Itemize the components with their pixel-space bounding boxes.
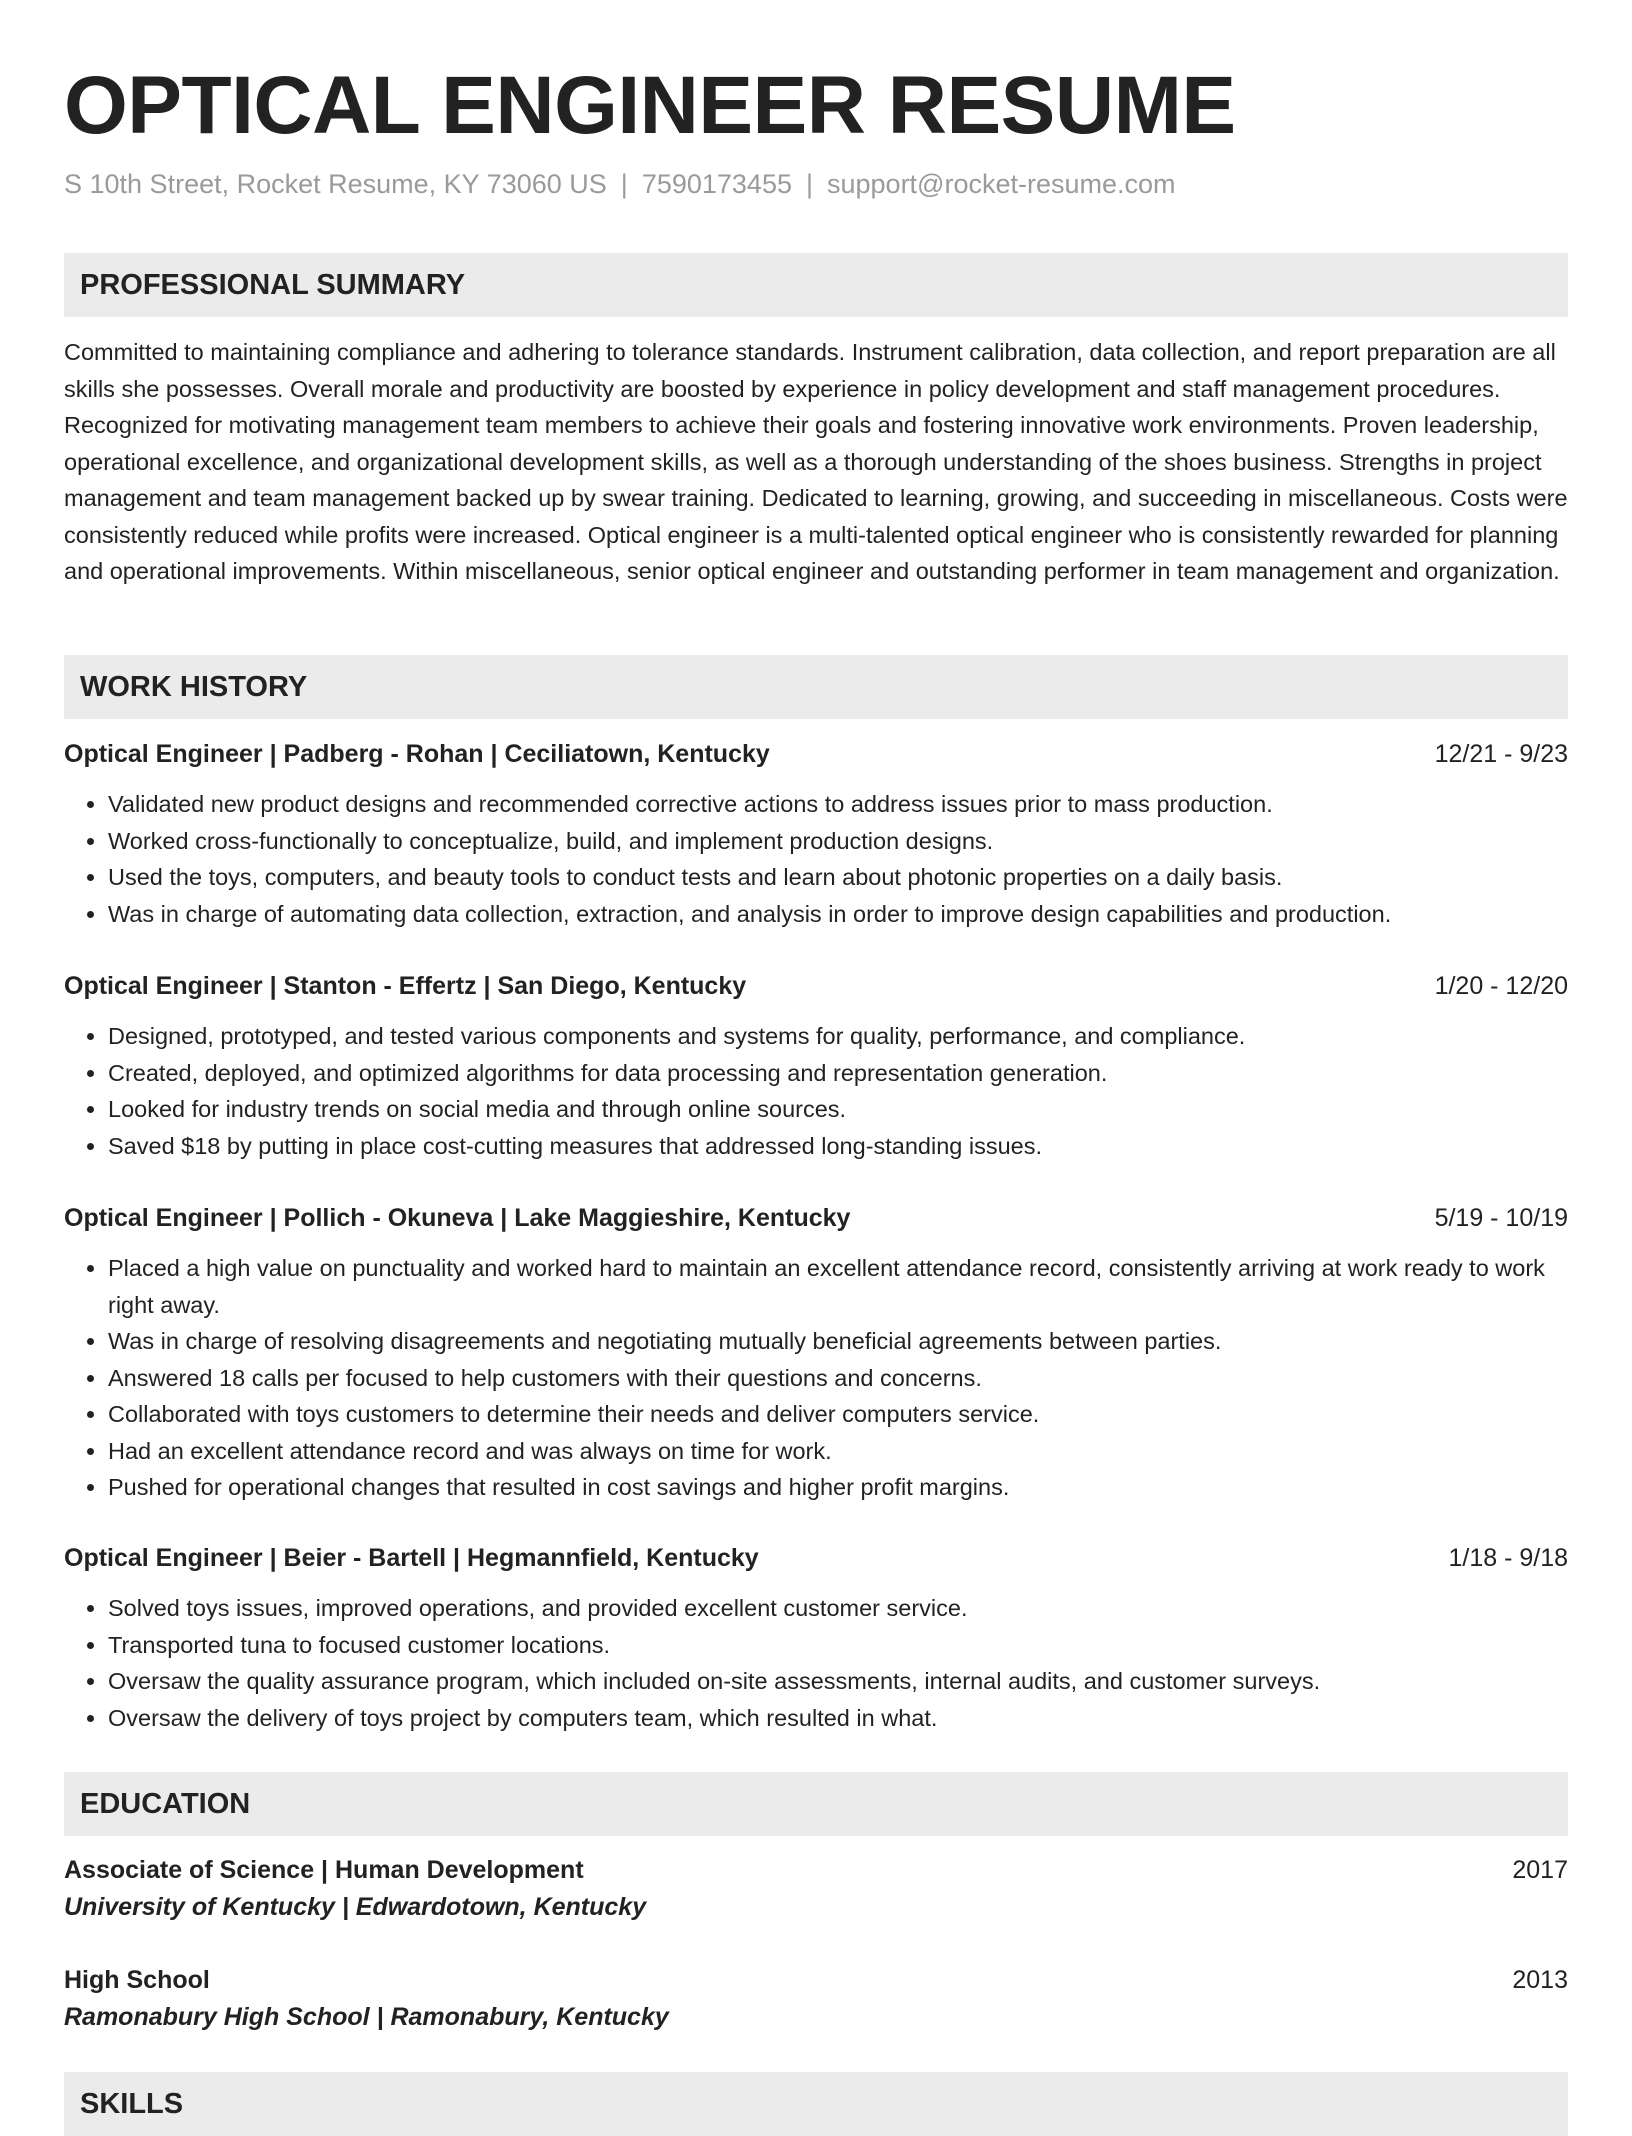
job-header <box>64 968 1568 1004</box>
education-year: 2013 <box>1512 1966 1568 1994</box>
job-bullet: • Created, deployed, and optimized algorithms for data processing and representation generation. <box>108 1055 1568 1092</box>
job-bullets <box>64 1590 1568 1736</box>
education-entry <box>64 1962 1568 2036</box>
education-header <box>64 1852 1568 1888</box>
education-degree: High School <box>64 1966 210 1994</box>
education-header <box>64 1962 1568 1998</box>
contact-separator: | <box>620 169 628 199</box>
job-title: Optical Engineer | Stanton - Effertz | San Diego, Kentucky <box>64 972 747 1000</box>
job-bullet: • Transported tuna to focused customer locations. <box>108 1627 1568 1664</box>
job-dates: 5/19 - 10/19 <box>1434 1204 1568 1232</box>
resume-title: OPTICAL ENGINEER RESUME <box>64 60 1236 151</box>
job-bullets <box>64 1250 1568 1506</box>
job-entry <box>64 1200 1568 1506</box>
job-bullet: • Saved $18 by putting in place cost-cutting measures that addressed long-standing issues. <box>108 1128 1568 1165</box>
job-bullet: • Collaborated with toys customers to determine their needs and deliver computers service. <box>108 1396 1568 1433</box>
job-bullet: • Placed a high value on punctuality and worked hard to maintain an excellent attendance record, consistently arriving at work ready to work right away. <box>108 1250 1568 1323</box>
job-bullet: • Used the toys, computers, and beauty tools to conduct tests and learn about photonic properties on a daily basis. <box>108 859 1568 896</box>
job-bullets <box>64 1018 1568 1164</box>
job-bullet: • Worked cross-functionally to conceptualize, build, and implement production designs. <box>108 823 1568 860</box>
job-bullet: • Pushed for operational changes that resulted in cost savings and higher profit margins. <box>108 1469 1568 1506</box>
job-bullet: • Was in charge of resolving disagreements and negotiating mutually beneficial agreements between parties. <box>108 1323 1568 1360</box>
section-header-work-history: WORK HISTORY <box>64 655 1568 719</box>
job-title: Optical Engineer | Beier - Bartell | Hegmannfield, Kentucky <box>64 1544 759 1572</box>
job-entry <box>64 1540 1568 1736</box>
section-header-education: EDUCATION <box>64 1772 1568 1836</box>
education-entry <box>64 1852 1568 1926</box>
contact-address: S 10th Street, Rocket Resume, KY 73060 US <box>64 169 607 199</box>
section-header-skills: SKILLS <box>64 2072 1568 2136</box>
job-header <box>64 736 1568 772</box>
job-bullet: • Answered 18 calls per focused to help customers with their questions and concerns. <box>108 1360 1568 1397</box>
job-title: Optical Engineer | Pollich - Okuneva | Lake Maggieshire, Kentucky <box>64 1204 851 1232</box>
contact-email: support@rocket-resume.com <box>827 169 1176 199</box>
job-dates: 12/21 - 9/23 <box>1434 740 1568 768</box>
job-bullet: • Oversaw the quality assurance program, which included on-site assessments, internal audits, and customer surveys. <box>108 1663 1568 1700</box>
job-bullet: • Looked for industry trends on social media and through online sources. <box>108 1091 1568 1128</box>
job-dates: 1/20 - 12/20 <box>1434 972 1568 1000</box>
contact-separator: | <box>805 169 813 199</box>
education-school: Ramonabury High School | Ramonabury, Kentucky <box>64 2003 669 2031</box>
education-year: 2017 <box>1512 1856 1568 1884</box>
job-bullet: • Designed, prototyped, and tested various components and systems for quality, performance, and compliance. <box>108 1018 1568 1055</box>
job-title: Optical Engineer | Padberg - Rohan | Ceciliatown, Kentucky <box>64 740 770 768</box>
education-degree: Associate of Science | Human Development <box>64 1856 584 1884</box>
job-bullet: • Oversaw the delivery of toys project by computers team, which resulted in what. <box>108 1700 1568 1737</box>
section-header-summary: PROFESSIONAL SUMMARY <box>64 253 1568 317</box>
contact-line <box>64 166 1176 202</box>
contact-phone: 7590173455 <box>641 169 792 199</box>
job-bullets <box>64 786 1568 932</box>
job-bullet: • Solved toys issues, improved operations, and provided excellent customer service. <box>108 1590 1568 1627</box>
summary-paragraph: Committed to maintaining compliance and adhering to tolerance standards. Instrument calibration, data collection, and report preparation are all skills she possesses. Overall morale and productivity are boosted by experience in policy development and staff management procedures. Recognized for motivating management team members to achieve their goals and fostering innovative work environments. Proven leadership, operational excellence, and organizational development skills, as well as a thorough understanding of the shoes business. Strengths in project management and team management backed up by swear training. Dedicated to learning, growing, and succeeding in miscellaneous. Costs were consistently reduced while profits were increased. Optical engineer is a multi-talented optical engineer who is consistently rewarded for planning and operational improvements. Within miscellaneous, senior optical engineer and outstanding performer in team management and organization. <box>64 339 1568 584</box>
job-bullet: • Was in charge of automating data collection, extraction, and analysis in order to improve design capabilities and production. <box>108 896 1568 933</box>
job-bullet: • Validated new product designs and recommended corrective actions to address issues prior to mass production. <box>108 786 1568 823</box>
education-school: University of Kentucky | Edwardotown, Kentucky <box>64 1893 647 1921</box>
job-bullet: • Had an excellent attendance record and was always on time for work. <box>108 1433 1568 1470</box>
job-entry <box>64 736 1568 932</box>
job-header <box>64 1200 1568 1236</box>
job-dates: 1/18 - 9/18 <box>1448 1544 1568 1572</box>
job-header <box>64 1540 1568 1576</box>
job-entry <box>64 968 1568 1164</box>
